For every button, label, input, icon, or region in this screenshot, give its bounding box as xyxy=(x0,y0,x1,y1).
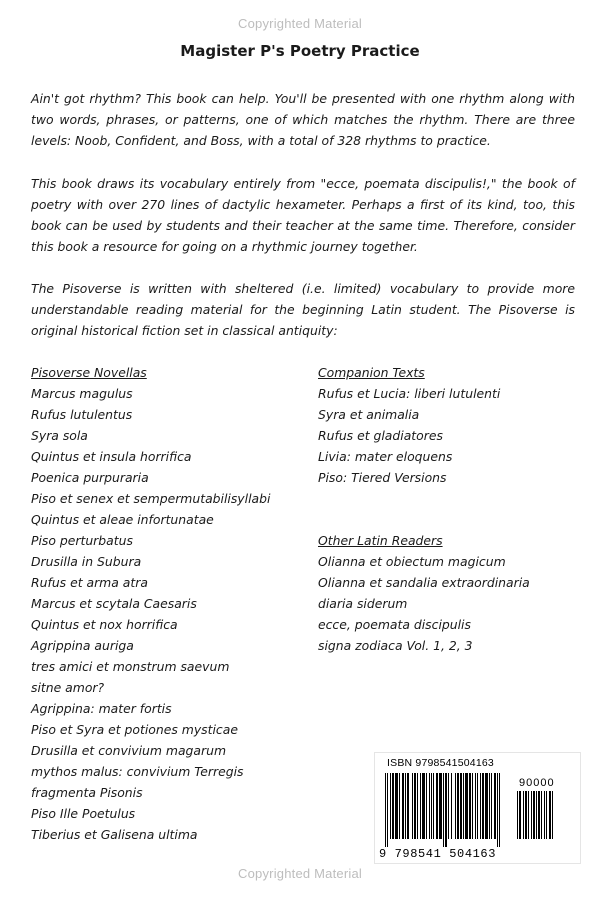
barcode-bar xyxy=(528,791,529,839)
barcode-bar xyxy=(387,773,388,847)
barcode-bar xyxy=(538,791,540,839)
barcode-bar xyxy=(517,791,518,839)
barcode-bar xyxy=(426,773,427,839)
list-item: Piso: Tiered Versions xyxy=(318,470,447,485)
barcode-bar xyxy=(431,773,432,839)
barcode-bar xyxy=(445,773,447,847)
watermark-top: Copyrighted Material xyxy=(238,16,362,31)
list-item: Quintus et insula horrifica xyxy=(31,449,192,464)
list-item: fragmenta Pisonis xyxy=(31,785,143,800)
barcode-bar xyxy=(531,791,532,839)
barcode-bar xyxy=(477,773,478,839)
list-item: Agrippina auriga xyxy=(31,638,134,653)
barcode-bar xyxy=(552,791,553,839)
list-item: tres amici et monstrum saevum xyxy=(31,659,230,674)
page-title: Magister P's Poetry Practice xyxy=(180,42,420,60)
isbn-barcode xyxy=(374,752,581,864)
barcode-bar xyxy=(457,773,459,839)
barcode-bar xyxy=(469,773,471,839)
barcode-bar xyxy=(429,773,430,839)
barcode-bar xyxy=(399,773,400,839)
barcode-bar xyxy=(546,791,547,839)
barcode-bar xyxy=(417,773,418,839)
barcode-bar xyxy=(480,773,481,839)
barcode-bar xyxy=(420,773,421,839)
section-gap xyxy=(318,488,578,530)
barcode-bar xyxy=(533,791,535,839)
list-item: Rufus et Lucia: liberi lutulenti xyxy=(318,386,501,401)
list-item: Piso et senex et sempermutabilisyllabi xyxy=(31,491,271,506)
barcode-bar xyxy=(519,791,521,839)
list-item: Marcus magulus xyxy=(31,386,133,401)
barcode-bar xyxy=(482,773,484,839)
barcode-bar xyxy=(443,773,444,847)
barcode-bar xyxy=(402,773,404,839)
barcode-bar xyxy=(536,791,537,839)
barcode-bar xyxy=(439,773,442,839)
barcode-bar xyxy=(407,773,409,839)
barcode-addon-bars xyxy=(517,791,573,847)
barcode-bar xyxy=(489,773,490,839)
list-item: Livia: mater eloquens xyxy=(318,449,453,464)
barcode-bar xyxy=(455,773,456,839)
barcode-bar xyxy=(494,773,496,839)
companion-and-readers-column xyxy=(318,362,578,656)
barcode-bar xyxy=(451,773,452,839)
watermark-bottom: Copyrighted Material xyxy=(238,866,362,881)
list-item: Drusilla et convivium magarum xyxy=(31,743,227,758)
companion-list xyxy=(318,383,578,488)
barcode-bar xyxy=(414,773,416,839)
intro-paragraph: Ain't got rhythm? This book can help. You'll be presented with one rhythm along with two words, phrases, or patterns, one of which matches the rhythm. There are three levels: Noob, Confident, and Boss, with a total of 328 rhythms to practice. xyxy=(31,91,575,148)
barcode-bar xyxy=(448,773,449,839)
list-item: Tiberius et Galisena ultima xyxy=(31,827,198,842)
list-item: Olianna et sandalia extraordinaria xyxy=(318,575,530,590)
list-item: Rufus et arma atra xyxy=(31,575,148,590)
barcode-bar xyxy=(525,791,527,839)
barcode-bar xyxy=(385,773,386,847)
list-item: Syra et animalia xyxy=(318,407,420,422)
barcode-bar xyxy=(549,791,551,839)
list-item: Marcus et scytala Caesaris xyxy=(31,596,197,611)
barcode-bar xyxy=(436,773,438,839)
barcode-bar xyxy=(390,773,391,839)
list-item: Quintus et aleae infortunatae xyxy=(31,512,214,527)
list-item: Piso Ille Poetulus xyxy=(31,806,136,821)
novellas-heading: Pisoverse Novellas xyxy=(31,365,147,380)
novellas-column xyxy=(31,362,301,845)
barcode-bar xyxy=(422,773,425,839)
list-item: Piso perturbatus xyxy=(31,533,133,548)
list-item: sitne amor? xyxy=(31,680,105,695)
list-item: ecce, poemata discipulis xyxy=(318,617,471,632)
pisoverse-paragraph: The Pisoverse is written with sheltered (i.e. limited) vocabulary to provide more understandable reading material for the beginning Latin student. The Pisoverse is original historical fiction set in classical antiquity: xyxy=(31,281,575,338)
barcode-bar xyxy=(544,791,545,839)
readers-list xyxy=(318,551,578,656)
list-item: Drusilla in Subura xyxy=(31,554,142,569)
barcode-bar xyxy=(475,773,476,839)
barcode-bar xyxy=(463,773,464,839)
list-item: mythos malus: convivium Terregis xyxy=(31,764,244,779)
isbn-digits: 9 798541 504163 xyxy=(379,847,497,861)
list-item: Syra sola xyxy=(31,428,88,443)
list-item: Piso et Syra et potiones mysticae xyxy=(31,722,238,737)
barcode-bar xyxy=(412,773,413,839)
list-item: Quintus et nox horrifica xyxy=(31,617,178,632)
readers-heading: Other Latin Readers xyxy=(318,533,443,548)
price-code: 90000 xyxy=(519,777,555,789)
barcode-bar xyxy=(497,773,498,847)
barcode-bar xyxy=(433,773,434,839)
barcode-bar xyxy=(472,773,473,839)
barcode-bar xyxy=(523,791,524,839)
novellas-list xyxy=(31,383,301,845)
barcode-bars xyxy=(385,773,511,847)
list-item: Rufus lutulentus xyxy=(31,407,133,422)
barcode-bar xyxy=(465,773,468,839)
list-item: signa zodiaca Vol. 1, 2, 3 xyxy=(318,638,473,653)
list-item: Agrippina: mater fortis xyxy=(31,701,172,716)
barcode-bar xyxy=(485,773,488,839)
barcode-bar xyxy=(460,773,462,839)
barcode-bar xyxy=(541,791,542,839)
vocabulary-paragraph: This book draws its vocabulary entirely from "ecce, poemata discipulis!," the book of poetry with over 270 lines of dactylic hexameter. Perhaps a first of its kind, too, this book can be used by students and their teacher at the same time. Therefore, consider this book a resource for going on a rhythmic journey together. xyxy=(31,176,575,254)
companion-heading: Companion Texts xyxy=(318,365,425,380)
barcode-bar xyxy=(405,773,406,839)
barcode-bar xyxy=(499,773,500,847)
list-item: Rufus et gladiatores xyxy=(318,428,443,443)
barcode-bar xyxy=(392,773,394,839)
isbn-label: ISBN 9798541504163 xyxy=(387,757,494,769)
list-item: diaria siderum xyxy=(318,596,408,611)
list-item: Olianna et obiectum magicum xyxy=(318,554,506,569)
barcode-bar xyxy=(491,773,492,839)
barcode-bar xyxy=(395,773,398,839)
list-item: Poenica purpuraria xyxy=(31,470,149,485)
